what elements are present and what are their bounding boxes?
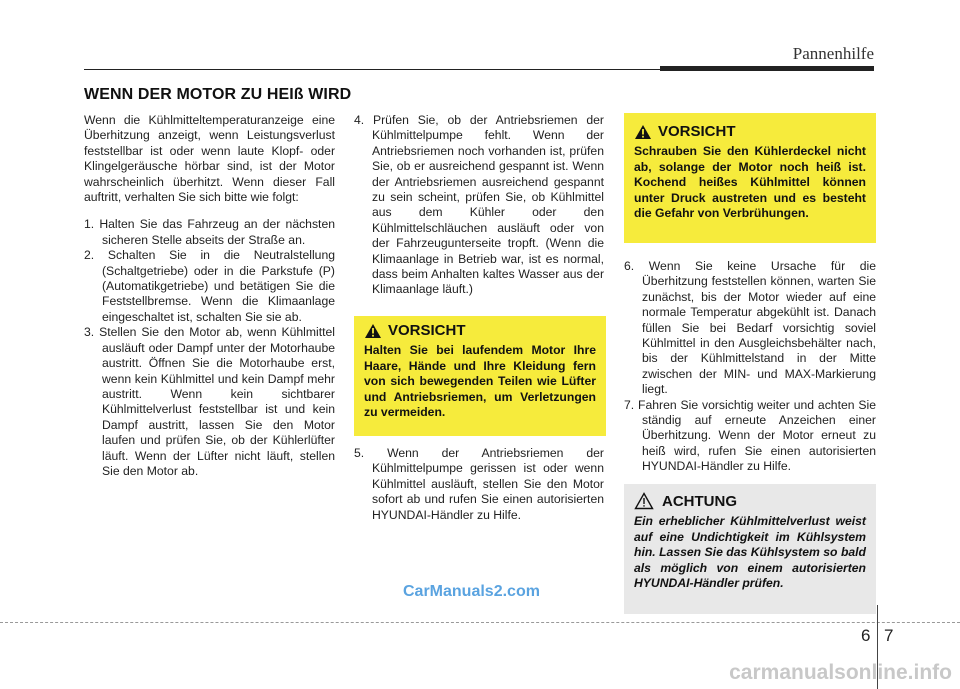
warning-text: Schrauben Sie den Kühlerdeckel nicht ab, solange der Motor noch heiß ist. Kochend heißes Kühlmittel können unter Druck austreten und es besteht die Gefahr von Verbrühungen. xyxy=(634,144,866,220)
list-item: 7. Fahren Sie vorsichtig weiter und achten Sie ständig auf erneute Anzeichen einer Überhitzung. Wenn der Motor erneut zu heiß wird, rufen Sie einen autorisierten HYUNDAI-Händler zu Hilfe. xyxy=(624,397,876,474)
warning-text: Halten Sie bei laufendem Motor Ihre Haare, Hände und Ihre Kleidung fern von sich bewegenden Teilen wie Lüfter und Antriebsriemen, um Verletzungen zu vermeiden. xyxy=(364,343,596,419)
header-rule-accent xyxy=(660,66,874,71)
page-number: 7 xyxy=(884,626,894,645)
column-middle xyxy=(354,113,604,298)
list-item: 4. Prüfen Sie, ob der Antriebsriemen der Kühlmittelpumpe fehlt. Wenn der Antriebsriemen noch vorhanden ist, prüfen Sie, ob er ausreichend gespannt ist. Wenn der Antriebsriemen ausreichend gespannt zu sein scheint, prüfen Sie, ob Kühlmittel aus dem Kühler oder den Kühlmittelschläuchen ausläuft oder von der Fahrzeugunterseite tropft. (Wenn die Klimaanlage in Betrieb war, ist es normal, dass beim Anhalten kaltes Wasser aus der Klimaanlage läuft.) xyxy=(354,113,604,297)
caution-box xyxy=(624,484,876,614)
page-chapter: 6 xyxy=(861,626,871,645)
warning-box xyxy=(354,316,606,436)
footer-rule xyxy=(0,622,960,623)
list-item: 1. Halten Sie das Fahrzeug an der nächsten sicheren Stelle abseits der Straße an. xyxy=(84,217,335,247)
list-item: 5. Wenn der Antriebsriemen der Kühlmittelpumpe gerissen ist oder wenn Kühlmittel ausläuft, stellen Sie den Motor sofort ab und rufen Sie einen autorisierten HYUNDAI-Händler zu Hilfe. xyxy=(354,446,604,522)
watermark-bottom: carmanualsonline.info xyxy=(729,661,952,684)
warning-title: VORSICHT xyxy=(658,123,736,140)
caution-triangle-icon xyxy=(634,492,654,510)
warning-triangle-icon xyxy=(364,323,382,339)
column-right xyxy=(624,259,876,475)
section-title: WENN DER MOTOR ZU HEIß WIRD xyxy=(84,86,352,103)
intro-paragraph: Wenn die Kühlmitteltemperaturanzeige eine Überhitzung anzeigt, wenn Leistungsverlust feststellbar ist oder wenn laute Klopf- oder Klingelgeräusche hörbar sind, ist der Motor wahrscheinlich überhitzt. Wenn dieser Fall auftritt, verhalten Sie sich bitte wie folgt: xyxy=(84,113,335,205)
warning-title: VORSICHT xyxy=(388,322,466,339)
caution-text: Ein erheblicher Kühlmittelverlust weist auf eine Undichtigkeit im Kühlsystem hin. Lassen Sie das Kühlsystem so bald als möglich von einem autorisierten HYUNDAI-Händler prüfen. xyxy=(634,514,866,590)
list-item: 6. Wenn Sie keine Ursache für die Überhitzung feststellen können, warten Sie zunächst, bis der Motor wieder auf eine normale Temperatur abgekühlt ist. Danach füllen Sie bei Bedarf vorsichtig soviel Kühlmittel in den Ausgleichsbehälter nach, bis der Kühlmittelstand in der Mitte zwischen der MIN- und MAX-Markierung liegt. xyxy=(624,259,876,397)
list-item: 3. Stellen Sie den Motor ab, wenn Kühlmittel ausläuft oder Dampf unter der Motorhaube austritt. Öffnen Sie die Motorhaube erst, wenn kein Kühlmittel und kein Dampf mehr austritt. Wenn kein sichtbarer Kühlmittelverlust feststellbar ist und kein Dampf austritt, lassen Sie den Motor laufen und prüfen Sie, ob der Kühlerlüfter läuft. Wenn der Lüfter nicht läuft, stellen Sie den Motor ab. xyxy=(84,325,335,478)
watermark-center: CarManuals2.com xyxy=(403,583,540,600)
header-title: Pannenhilfe xyxy=(792,44,874,63)
list-item: 2. Schalten Sie in die Neutralstellung (Schaltgetriebe) oder in die Parkstufe (P) (Automatikgetriebe) und betätigen Sie die Feststellbremse. Wenn die Klimaanlage eingeschaltet ist, schalten Sie sie ab. xyxy=(84,248,335,324)
warning-box xyxy=(624,113,876,243)
caution-title: ACHTUNG xyxy=(662,492,737,510)
column-middle-lower xyxy=(354,446,604,523)
column-left xyxy=(84,113,335,479)
warning-triangle-icon xyxy=(634,124,652,140)
